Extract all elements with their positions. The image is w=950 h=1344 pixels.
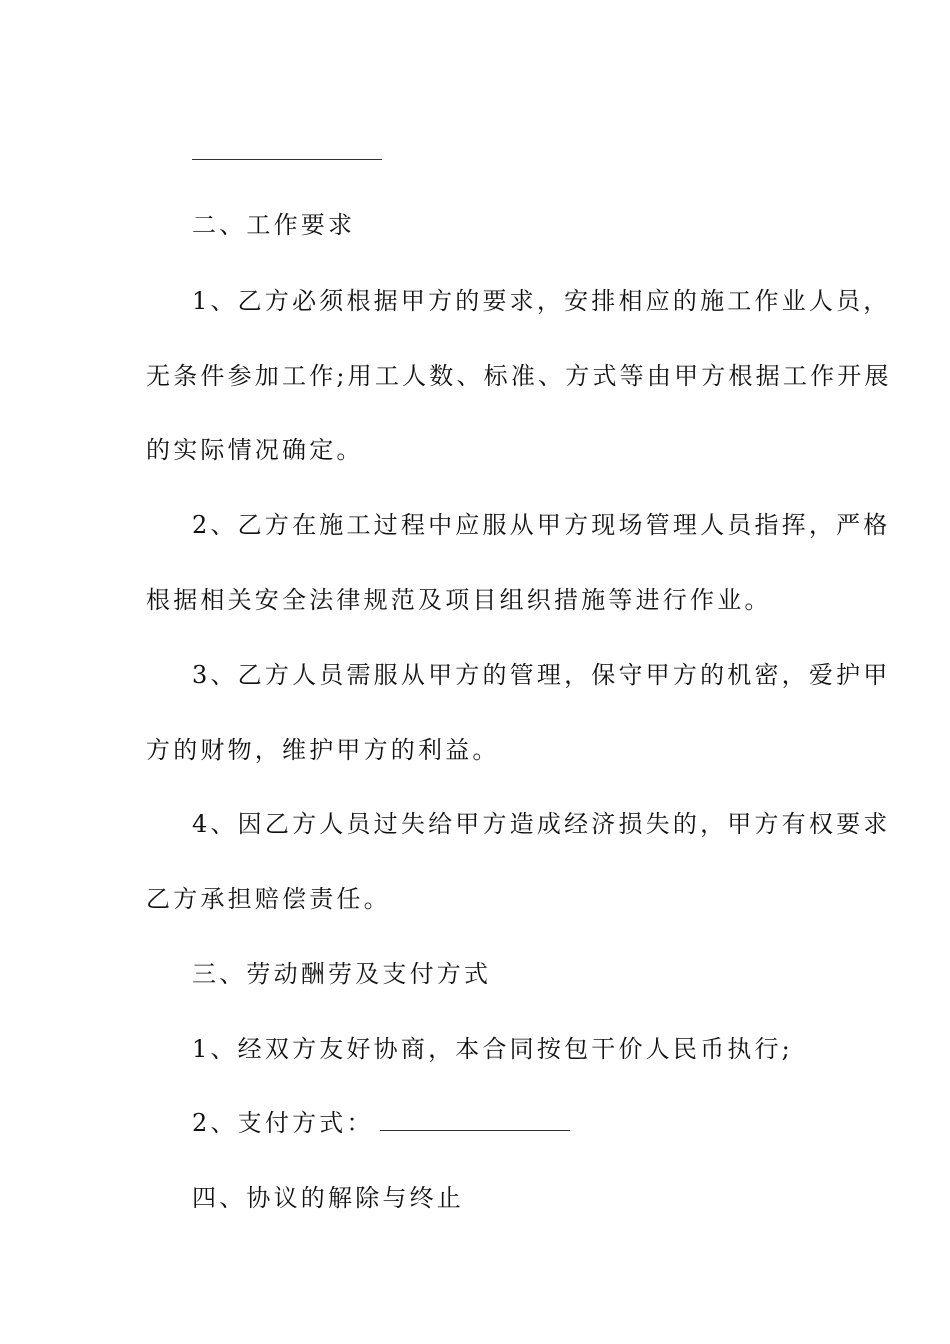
payment-method-line (192, 1107, 570, 1139)
paragraph-line: 根据相关安全法律规范及项目组织措施等进行作业。 (146, 586, 772, 614)
section-heading-payment: 三、劳动酬劳及支付方式 (192, 960, 492, 988)
paragraph-line: 2、乙方在施工过程中应服从甲方现场管理人员指挥，严格 (192, 511, 891, 539)
paragraph-line: 无条件参加工作;用工人数、标准、方式等由甲方根据工作开展 (146, 362, 892, 390)
payment-method-label: 2、支付方式： (192, 1109, 374, 1137)
paragraph-line: 3、乙方人员需服从甲方的管理，保守甲方的机密，爱护甲 (192, 661, 891, 689)
paragraph-line: 方的财物，维护甲方的利益。 (146, 736, 500, 764)
section-heading-termination: 四、协议的解除与终止 (192, 1184, 464, 1212)
paragraph-line: 4、因乙方人员过失给甲方造成经济损失的，甲方有权要求 (192, 810, 891, 838)
paragraph-line: 乙方承担赔偿责任。 (146, 885, 391, 913)
section-heading-work-requirements: 二、工作要求 (192, 211, 356, 239)
payment-method-blank (380, 1108, 570, 1131)
signature-blank-line (192, 159, 382, 160)
paragraph-line: 1、乙方必须根据甲方的要求，安排相应的施工作业人员， (192, 287, 891, 315)
paragraph-line: 的实际情况确定。 (146, 436, 364, 464)
paragraph-line: 1、经双方友好协商，本合同按包干价人民币执行; (192, 1035, 793, 1063)
